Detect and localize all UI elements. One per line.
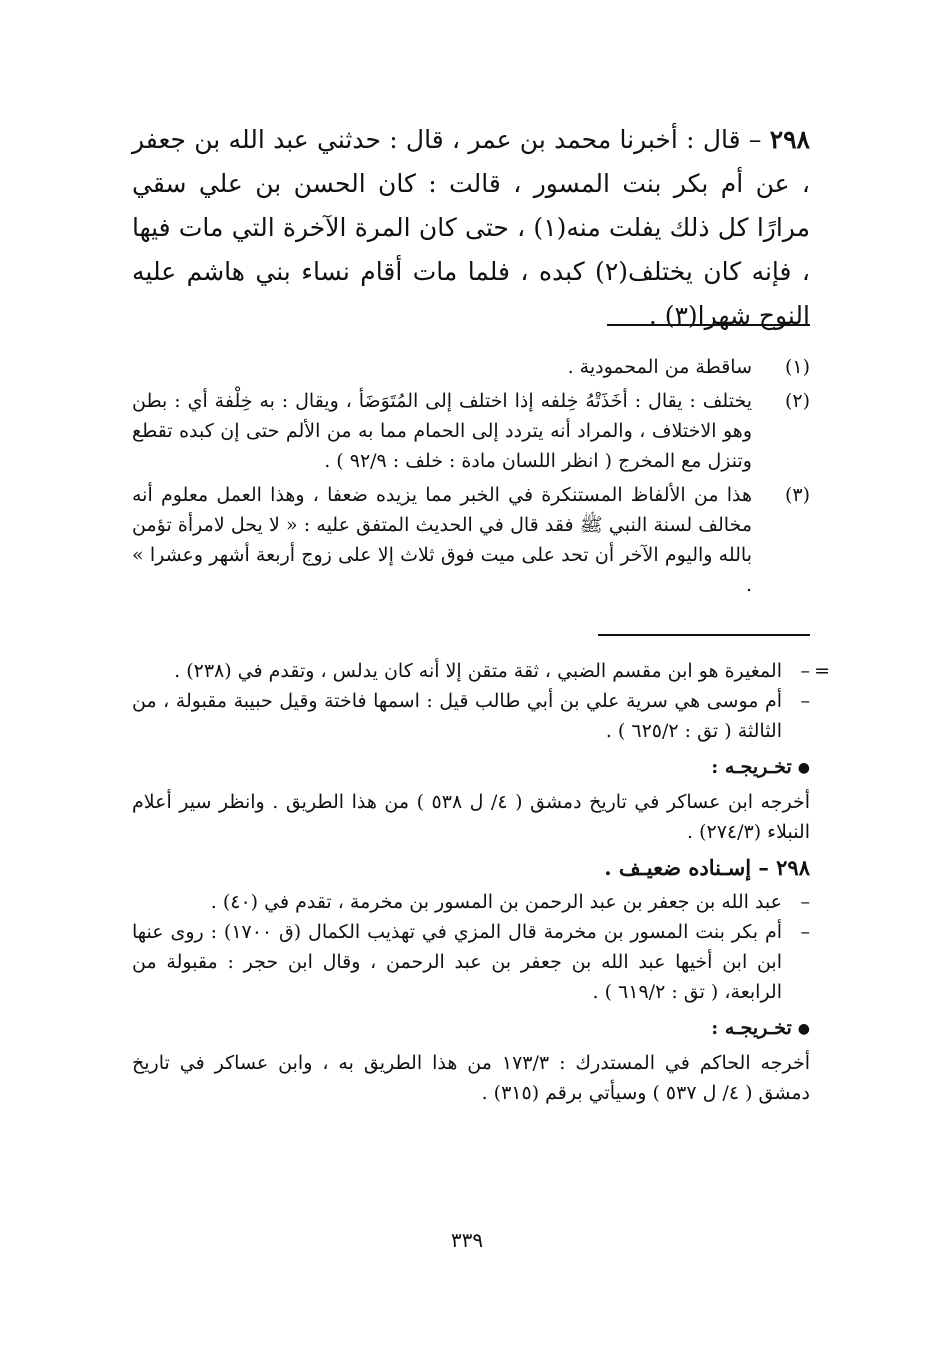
entry-title: – إسـناده ضعيـف .: [604, 855, 777, 880]
footnote-divider: [607, 324, 810, 326]
dash: –: [800, 660, 810, 682]
continuation-mark: =: [814, 660, 830, 682]
narrator-note: [132, 656, 810, 686]
main-paragraph: [132, 118, 810, 338]
takhrij-heading: ●تخـريجـه :: [711, 756, 810, 778]
dash: –: [800, 690, 810, 712]
entry-number: ٢٩٨: [776, 855, 810, 880]
dash: –: [800, 891, 810, 913]
footnote-1: [132, 352, 810, 382]
footnote-mark: (٣): [784, 484, 810, 506]
page-number: ٣٣٩: [450, 1228, 484, 1252]
narrator-text: أم بكر بنت المسور بن مخرمة قال المزي في تهذيب الكمال (ق ١٧٠٠) : روى عنها ابن ابن أخيها عبد الله بن جعفر بن عبد الرحمن ، وقال ابن حجر : مقبولة من الرابعة، ( تق : ٦١٩/٢ ) .: [132, 921, 782, 1003]
entry-heading: [132, 853, 810, 883]
commentary-notes: [132, 656, 830, 1108]
takhrij-text: أخرجه ابن عساكر في تاريخ دمشق ( ٤/ ل ٥٣٨ ) من هذا الطريق . وانظر سير أعلام النبلاء (٢٧٤/٣) .: [132, 791, 810, 843]
footnote-mark: (٢): [784, 390, 810, 412]
narrator-text: المغيرة هو ابن مقسم الضبي ، ثقة متقن إلا أنه كان يدلس ، وتقدم في (٢٣٨) .: [174, 660, 782, 682]
takhrij-heading: ●تخـريجـه :: [711, 1017, 810, 1039]
footnote-2: [132, 386, 810, 476]
bullet-icon: ●: [797, 1021, 810, 1037]
takhrij-text: أخرجه الحاكم في المستدرك : ١٧٣/٣ من هذا الطريق به ، وابن عساكر في تاريخ دمشق ( ٤/ ل ٥٣٧ ) وسيأتي برقم (٣١٥) .: [132, 1052, 810, 1104]
narrator-note: [132, 686, 810, 746]
footnote-mark: (١): [784, 356, 810, 378]
narrator-text: أم موسى هي سرية علي بن أبي طالب قيل : اسمها فاختة وقيل حبيبة مقبولة ، من الثالثة ( تق : ٦٢٥/٢ ) .: [132, 690, 782, 742]
narrator-note: [132, 917, 810, 1007]
footnote-3: [132, 480, 810, 600]
hadith-number: ٢٩٨: [769, 125, 810, 154]
main-text: [132, 118, 810, 338]
narrator-note: [132, 887, 810, 917]
footnote-text: ساقطة من المحمودية .: [567, 356, 752, 378]
dash: –: [800, 921, 810, 943]
bullet-icon: ●: [797, 760, 810, 776]
hadith-body: – قال : أخبرنا محمد بن عمر ، قال : حدثني عبد الله بن جعفر ، عن أم بكر بنت المسور ، قالت : كان الحسن بن علي سقي مرارًا كل ذلك يفلت منه(١) ، حتى كان المرة الآخرة التي مات فيها ، فإنه كان يختلف(٢) كبده ، فلما مات أقام نساء بني هاشم عليه النوح شهرا(٣) .: [132, 125, 811, 330]
footnote-text: هذا من الألفاظ المستنكرة في الخبر مما يزيده ضعفا ، وهذا العمل معلوم أنه مخالف لسنة النبي ﷺ فقد قال في الحديث المتفق عليه : « لا يحل لامرأة تؤمن بالله واليوم الآخر أن تحد على ميت فوق ثلاث إلا على زوج أربعة أشهر وعشرا » .: [132, 484, 752, 596]
footnote-text: يختلف : يقال : أخَذَتْهُ خِلفه إذا اختلف إلى المُتَوَضَأ ، ويقال : به خِلْفة أي : بطن وهو الاختلاف ، والمراد أنه يتردد إلى الحمام مما به من الألم حتى إن كبده تقطع وتنزل مع المخرج ( انظر اللسان مادة : خلف : ٩٢/٩ ) .: [132, 390, 752, 472]
notes-divider: [598, 634, 810, 636]
narrator-text: عبد الله بن جعفر بن عبد الرحمن بن المسور بن مخرمة ، تقدم في (٤٠) .: [210, 891, 782, 913]
footnotes: [132, 352, 810, 600]
